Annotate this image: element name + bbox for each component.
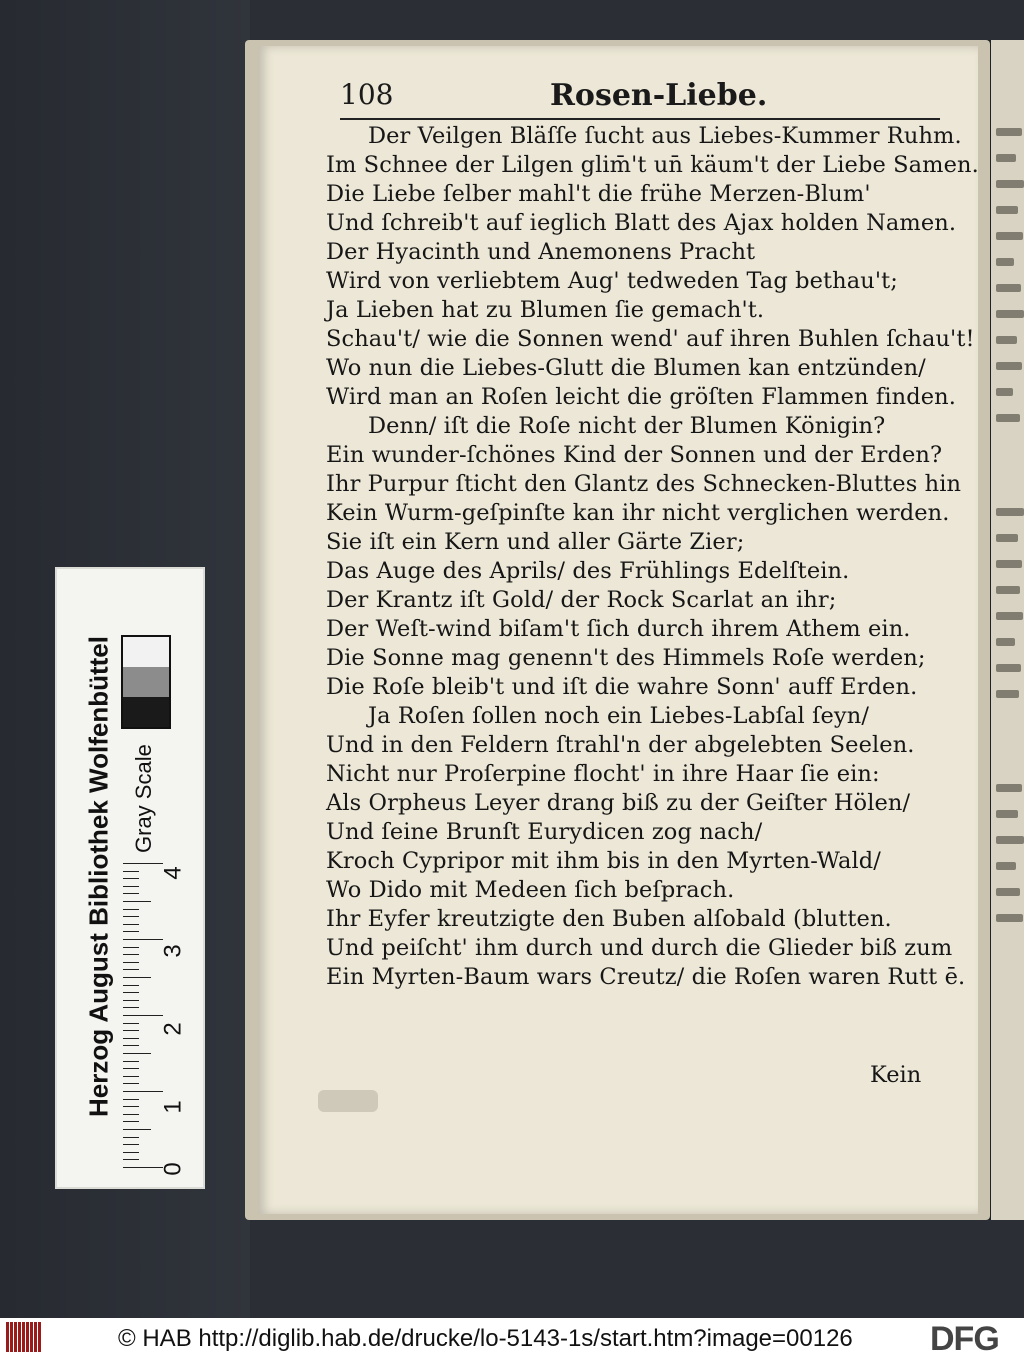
text-line: Das Auge des Aprils/ des Frühlings Edelſtein. [326, 558, 850, 584]
ruler-tick [123, 931, 139, 932]
ink-smudge [318, 1090, 378, 1112]
ruler-tick [123, 1091, 163, 1092]
ruler-tick [123, 947, 139, 948]
ruler-number-3: 3 [159, 944, 187, 958]
swatch-mid [123, 667, 169, 697]
text-line: Der Hyacinth und Anemonens Pracht [326, 239, 756, 265]
ruler-tick [123, 1030, 139, 1031]
text-line: Der Veilgen Bläſſe ſucht aus Liebes-Kummer Ruhm. [368, 123, 962, 149]
gray-scale-label: Gray Scale [131, 744, 156, 853]
ruler-number-1: 1 [159, 1100, 187, 1114]
ruler-tick [123, 909, 139, 910]
text-line: Ein Myrten-Baum wars Creutz/ die Roſen waren Rutt ē. [326, 964, 966, 990]
text-line: Denn/ iſt die Roſe nicht der Blumen Königin? [368, 413, 886, 439]
poem-text-block [326, 122, 979, 992]
ruler-tick [123, 1068, 139, 1069]
ruler-tick [123, 1121, 139, 1122]
swatch-light [123, 637, 169, 667]
gray-swatches [121, 635, 171, 729]
ruler-tick [123, 1083, 139, 1084]
ruler-tick [123, 1023, 139, 1024]
text-line: Ja Lieben hat zu Blumen ſie gemach't. [326, 297, 765, 323]
ruler-number-2: 2 [159, 1022, 187, 1036]
ruler-tick [123, 1061, 139, 1062]
ruler-tick [123, 1015, 163, 1016]
text-line: Der Krantz iſt Gold/ der Rock Scarlat an ihr; [326, 587, 837, 613]
ruler-tick [123, 1129, 151, 1130]
ruler-tick [123, 893, 139, 894]
text-line: Kein Wurm-geſpinſte kan ihr nicht verglichen werden. [326, 500, 950, 526]
text-line: Wo Dido mit Medeen ſich beſprach. [326, 877, 735, 903]
text-line: Und peiſcht' ihm durch und durch die Glieder biß zum [326, 935, 953, 961]
ruler-tick [123, 954, 139, 955]
ruler-tick [123, 969, 139, 970]
ruler-tick [123, 924, 139, 925]
text-line: Wird man an Roſen leicht die gröſten Flammen finden. [326, 384, 956, 410]
ruler-tick [123, 1152, 139, 1153]
text-line: Ihr Eyfer kreutzigte den Buben alſobald (blutten. [326, 906, 892, 932]
ruler-ticks [123, 867, 203, 1172]
ruler-tick [123, 1144, 139, 1145]
ruler-tick [123, 1167, 163, 1168]
running-title: Rosen-Liebe. [550, 78, 768, 113]
ruler-tick [123, 939, 163, 940]
text-line: Und in den Feldern ſtrahl'n der abgelebten Seelen. [326, 732, 915, 758]
text-line: Wird von verliebtem Aug' tedweden Tag bethau't; [326, 268, 898, 294]
ruler-tick [123, 1045, 139, 1046]
text-line: Die Roſe bleib't und iſt die wahre Sonn' auff Erden. [326, 674, 918, 700]
ruler-tick [123, 1076, 139, 1077]
header-rule [340, 118, 940, 120]
text-line: Schau't/ wie die Sonnen wend' auf ihren Buhlen ſchau't! [326, 326, 975, 352]
text-line: Nicht nur Proſerpine flocht' in ihre Haar ſie ein: [326, 761, 880, 787]
hab-logo-icon[interactable] [6, 1322, 46, 1356]
page-header [340, 78, 950, 118]
ruler-tick [123, 992, 139, 993]
text-line: Sie iſt ein Kern und aller Gärte Zier; [326, 529, 745, 555]
ruler-library-title: Herzog August Bibliothek Wolfenbüttel [83, 636, 114, 1117]
ruler-tick [123, 985, 139, 986]
ruler-tick [123, 977, 151, 978]
text-line: Kroch Cypripor mit ihm bis in den Myrten-Wald/ [326, 848, 881, 874]
ruler-tick [123, 863, 163, 864]
text-line: Im Schnee der Lilgen glim̄'t un̄ käum't der Liebe Samen. [326, 152, 979, 178]
gray-scale-ruler [55, 567, 205, 1189]
text-line: Und ſchreib't auf ieglich Blatt des Ajax holden Namen. [326, 210, 957, 236]
ruler-tick [123, 1099, 139, 1100]
text-line: Die Liebe ſelber mahl't die frühe Merzen-Blum' [326, 181, 871, 207]
ruler-tick [123, 1038, 139, 1039]
ruler-tick [123, 886, 139, 887]
text-line: Die Sonne mag genenn't des Himmels Roſe werden; [326, 645, 926, 671]
ruler-tick [123, 871, 139, 872]
ruler-tick [123, 962, 139, 963]
swatch-dark [123, 697, 169, 727]
ruler-tick [123, 1159, 139, 1160]
text-line: Wo nun die Liebes-Glutt die Blumen kan entzünden/ [326, 355, 926, 381]
page-number: 108 [340, 78, 394, 111]
ruler-tick [123, 916, 139, 917]
facing-page-text-fragments [990, 110, 1024, 1110]
text-line: Ihr Purpur ſticht den Glantz des Schnecken-Bluttes hin [326, 471, 962, 497]
text-line: Und ſeine Brunſt Eurydicen zog nach/ [326, 819, 763, 845]
ruler-tick [123, 1137, 139, 1138]
ruler-tick [123, 901, 151, 902]
copyright-link[interactable]: © HAB http://diglib.hab.de/drucke/lo-5143-1s/start.htm?image=00126 [118, 1325, 853, 1352]
text-line: Der Weſt-wind biſam't ſich durch ihrem Athem ein. [326, 616, 911, 642]
text-line: Als Orpheus Leyer drang biß zu der Geiſter Hölen/ [326, 790, 911, 816]
text-line: Ja Roſen ſollen noch ein Liebes-Labſal ſeyn/ [368, 703, 870, 729]
catchword: Kein [870, 1062, 922, 1088]
ruler-tick [123, 1106, 139, 1107]
ruler-number-4: 4 [159, 866, 187, 880]
ruler-tick [123, 1053, 151, 1054]
ruler-tick [123, 1000, 139, 1001]
ruler-number-0: 0 [159, 1162, 187, 1176]
text-line: Ein wunder-ſchönes Kind der Sonnen und der Erden? [326, 442, 943, 468]
dfg-logo[interactable]: DFG [930, 1320, 999, 1358]
ruler-tick [123, 1114, 139, 1115]
ruler-tick [123, 878, 139, 879]
ruler-tick [123, 1007, 139, 1008]
